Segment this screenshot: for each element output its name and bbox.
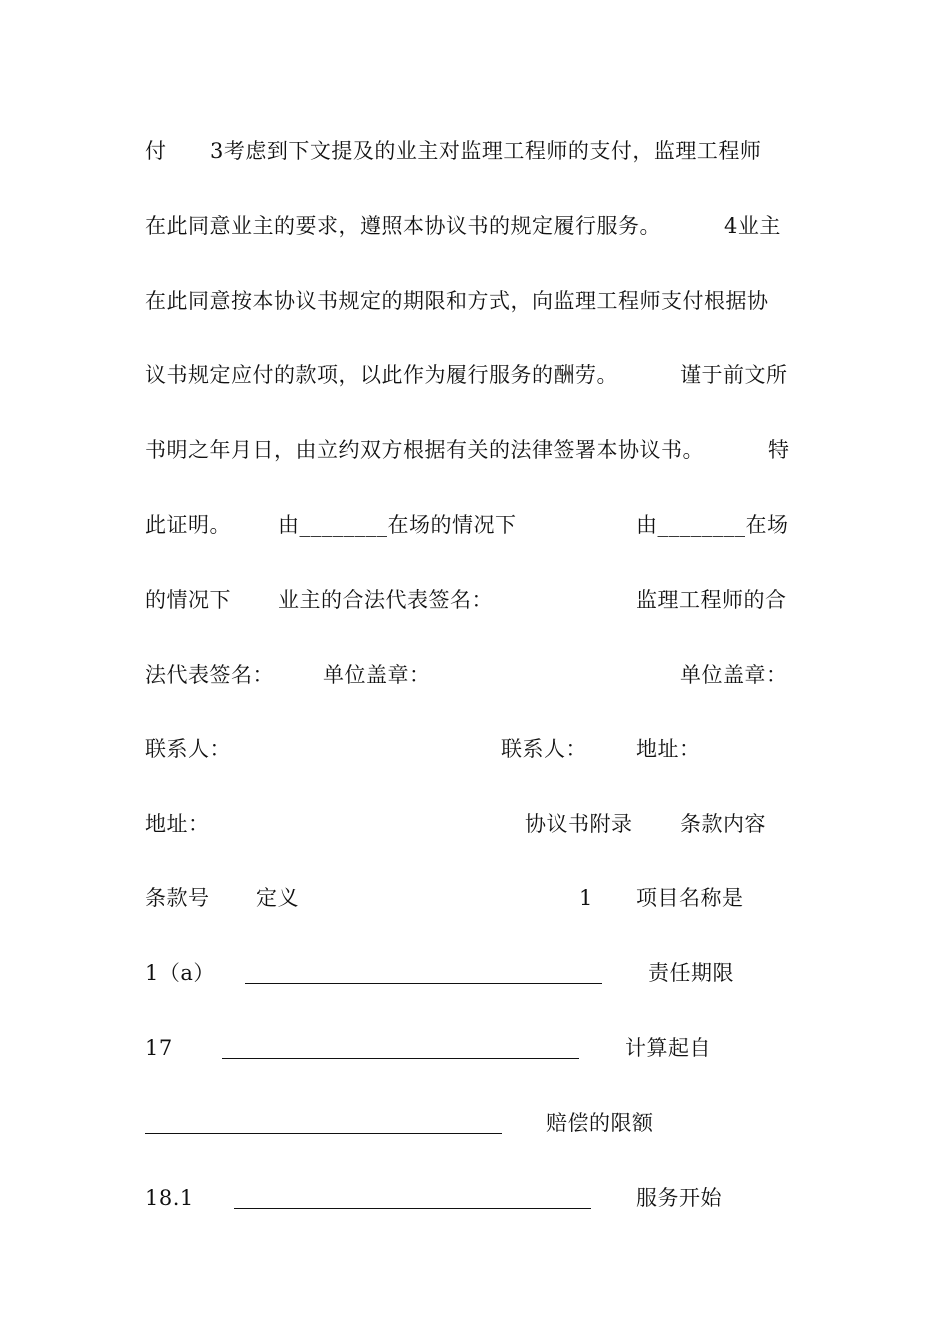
text-segment: 单位盖章： xyxy=(680,663,788,687)
text-line-12 xyxy=(0,953,950,993)
text-line-10 xyxy=(0,804,950,844)
text-segment: 服务开始 xyxy=(636,1186,722,1210)
text-segment: 1（a） xyxy=(145,961,215,985)
text-segment: 地址： xyxy=(145,812,210,836)
text-line-15 xyxy=(0,1178,950,1218)
blank-underline xyxy=(145,1133,502,1134)
text-line-6 xyxy=(0,505,950,545)
text-line-9 xyxy=(0,729,950,769)
text-segment: 由________在场的情况下 xyxy=(278,513,517,537)
text-segment: 3考虑到下文提及的业主对监理工程师的支付，监理工程师 xyxy=(210,139,762,163)
text-segment: 18.1 xyxy=(145,1186,194,1210)
text-segment: 在此同意按本协议书规定的期限和方式，向监理工程师支付根据协 xyxy=(145,289,769,313)
text-segment: 赔偿的限额 xyxy=(546,1111,654,1135)
text-segment: 联系人： xyxy=(501,737,587,761)
text-segment: 条款号 xyxy=(145,886,210,910)
text-segment: 协议书附录 xyxy=(525,812,633,836)
text-segment: 定义 xyxy=(256,886,299,910)
text-segment: 此证明。 xyxy=(145,513,231,537)
text-line-3 xyxy=(0,281,950,321)
text-segment: 的情况下 xyxy=(145,588,231,612)
blank-underline xyxy=(245,983,602,984)
blank-underline xyxy=(234,1208,591,1209)
text-line-5 xyxy=(0,430,950,470)
text-line-1 xyxy=(0,131,950,171)
text-segment: 条款内容 xyxy=(680,812,766,836)
text-line-2 xyxy=(0,206,950,246)
text-segment: 议书规定应付的款项，以此作为履行服务的酬劳。 xyxy=(145,363,618,387)
blank-underline xyxy=(222,1058,579,1059)
text-line-13 xyxy=(0,1028,950,1068)
text-segment: 计算起自 xyxy=(625,1036,711,1060)
text-line-14 xyxy=(0,1103,950,1143)
text-segment: 付 xyxy=(145,139,167,163)
text-segment: 责任期限 xyxy=(648,961,734,985)
text-segment: 项目名称是 xyxy=(636,886,744,910)
text-segment: 4业主 xyxy=(724,214,781,238)
text-segment: 17 xyxy=(145,1036,173,1060)
text-line-8 xyxy=(0,655,950,695)
text-segment: 在此同意业主的要求，遵照本协议书的规定履行服务。 xyxy=(145,214,661,238)
text-segment: 联系人： xyxy=(145,737,231,761)
text-segment: 由________在场 xyxy=(636,513,789,537)
text-segment: 地址： xyxy=(636,737,701,761)
text-line-11 xyxy=(0,878,950,918)
text-line-4 xyxy=(0,355,950,395)
text-segment: 谨于前文所 xyxy=(680,363,788,387)
text-line-7 xyxy=(0,580,950,620)
text-segment: 1 xyxy=(579,886,593,910)
text-segment: 书明之年月日，由立约双方根据有关的法律签署本协议书。 xyxy=(145,438,704,462)
text-segment: 特 xyxy=(768,438,790,462)
text-segment: 业主的合法代表签名： xyxy=(278,588,493,612)
text-segment: 监理工程师的合 xyxy=(636,588,787,612)
text-segment: 单位盖章： xyxy=(323,663,431,687)
text-segment: 法代表签名： xyxy=(145,663,274,687)
